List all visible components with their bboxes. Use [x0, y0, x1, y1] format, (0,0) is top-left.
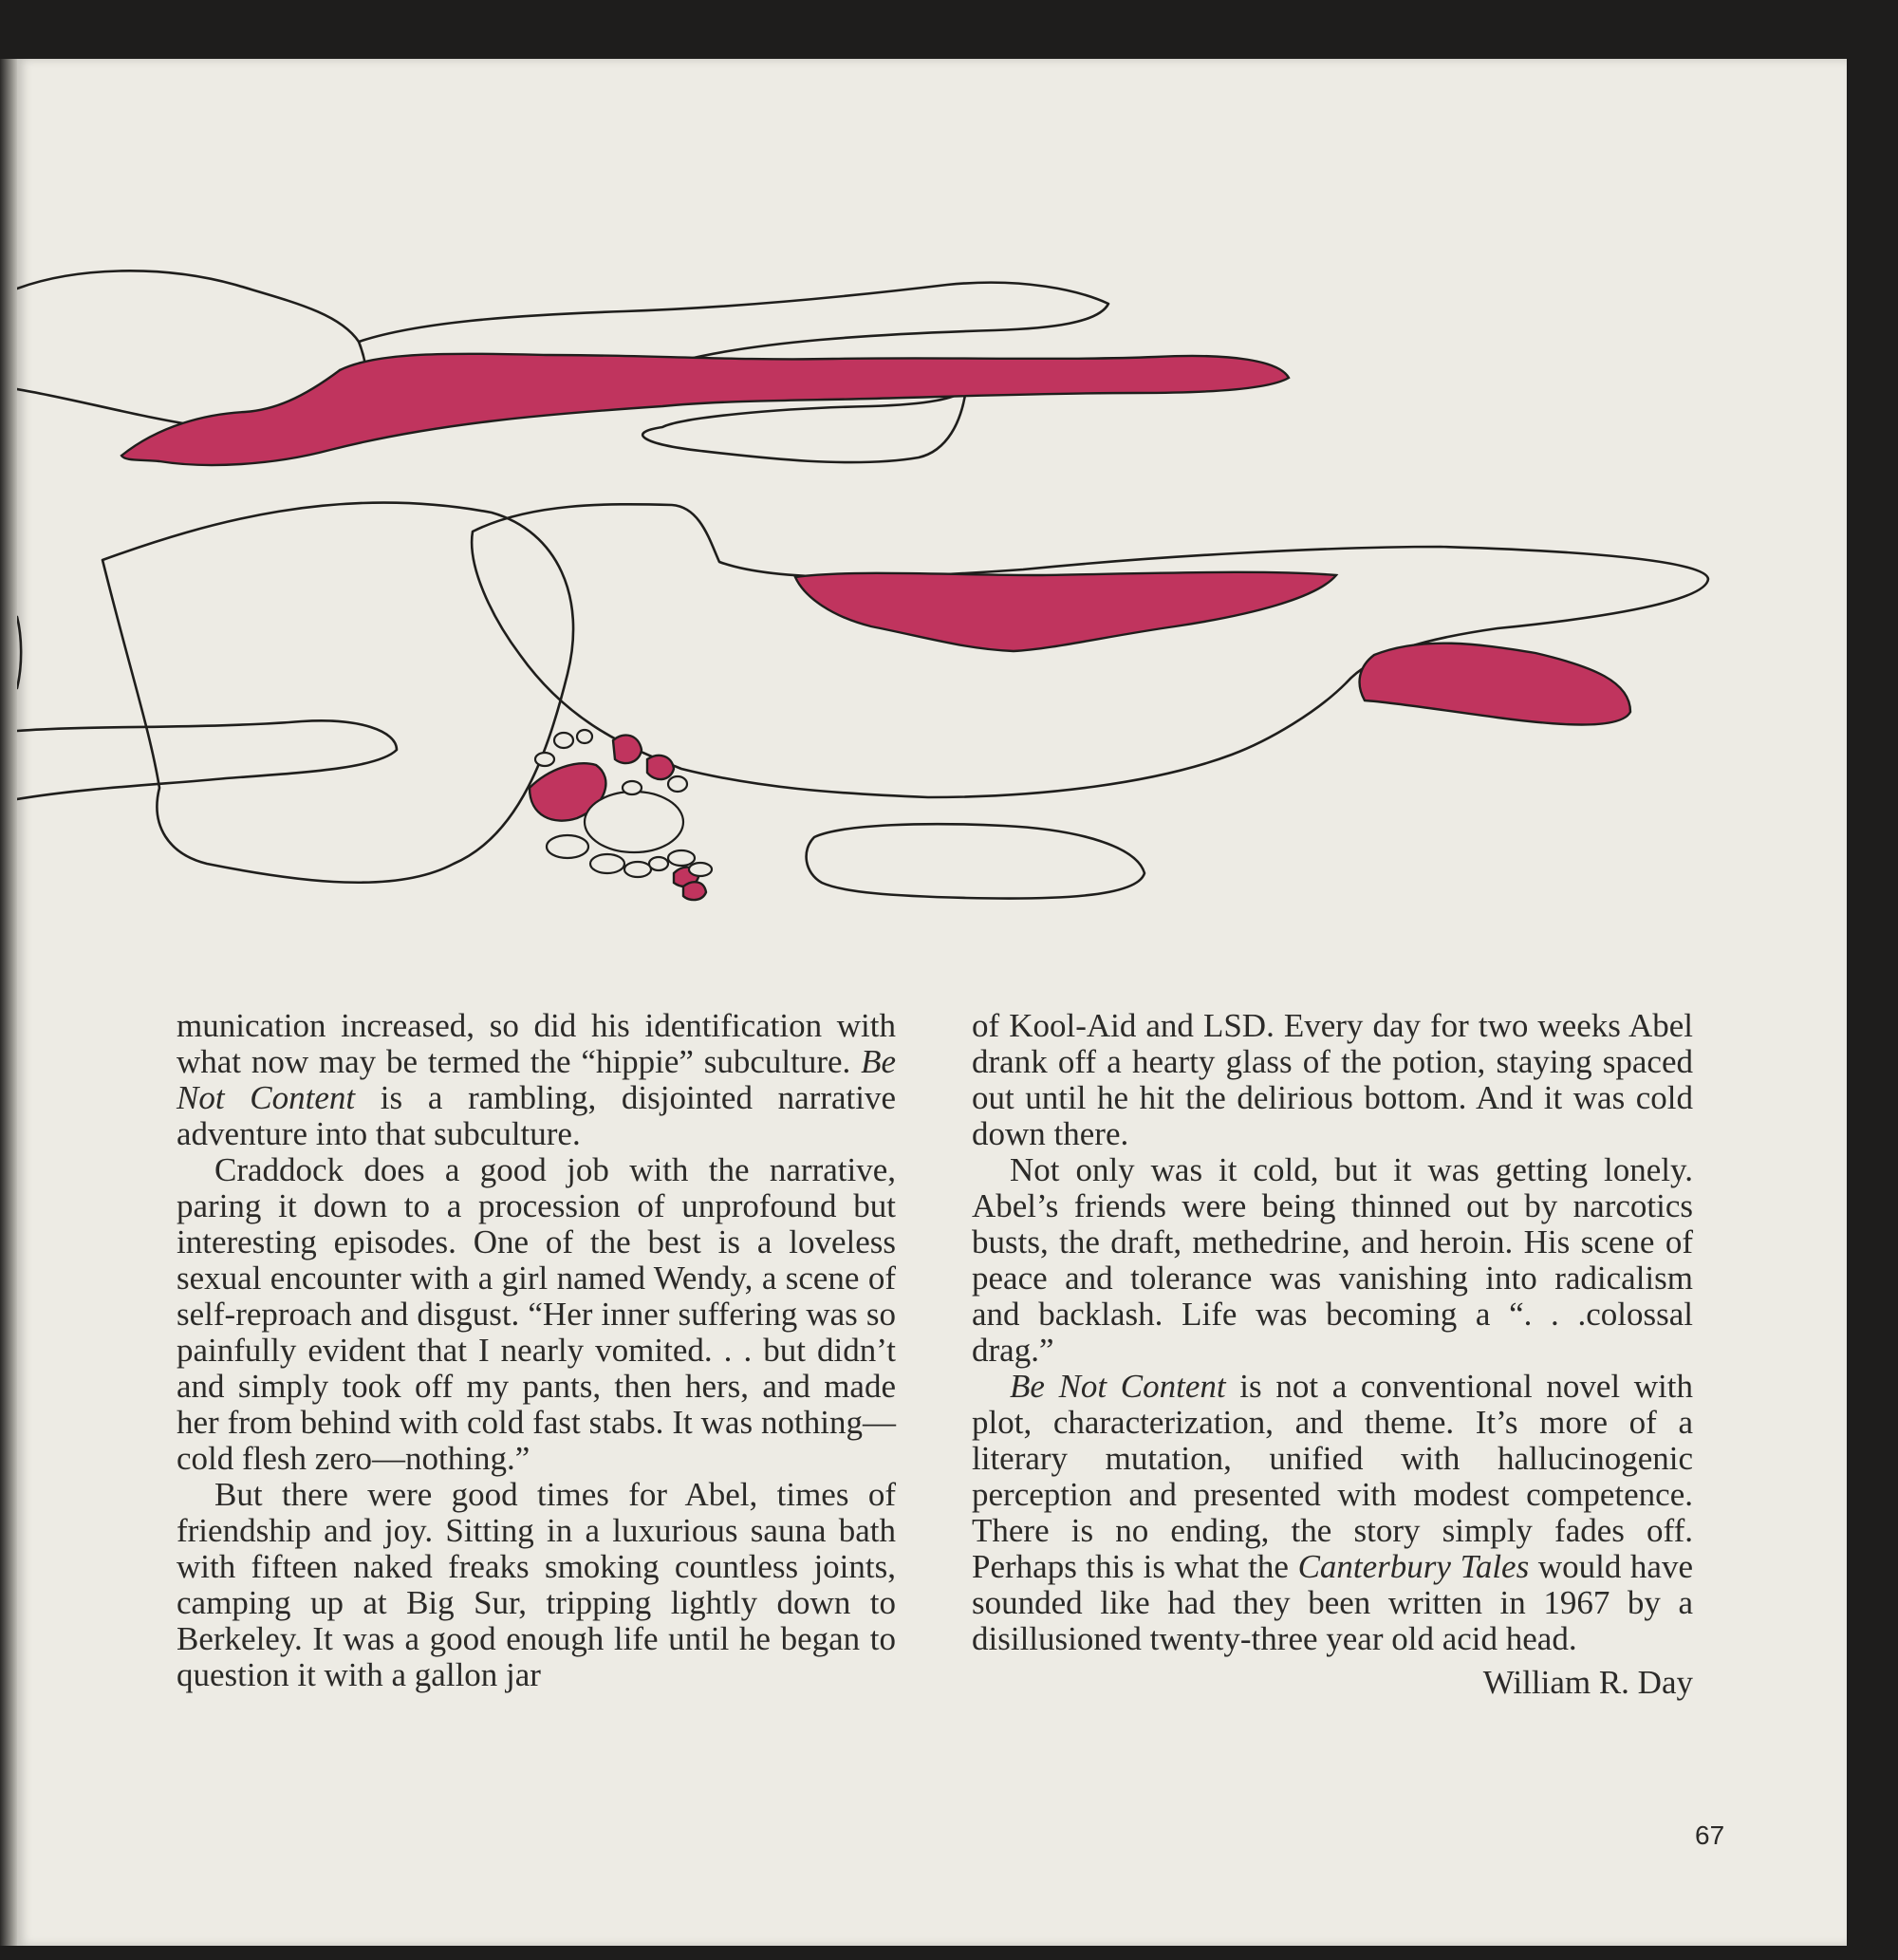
book-title: Be Not Content	[177, 1043, 896, 1116]
right-p3-text-a: is not a conventional novel with plot, characterization, and theme. It’s more of a literary mutation, unified with hallucinogenic perception and presented with modest competence. There is no ending, the story simply fades off. Perhaps this is what the	[972, 1368, 1693, 1585]
book-title: Be Not Content	[1010, 1368, 1226, 1405]
left-p1-text-a: munication increased, so did his identification with what now may be termed the “hippie” subculture.	[177, 1007, 896, 1080]
author-signature: William R. Day	[1482, 1664, 1693, 1701]
left-p1-text-b: is a rambling, disjointed narrative adventure into that subculture.	[177, 1079, 897, 1152]
abstract-line-illustration	[17, 256, 1725, 940]
right-p3-text-b: would have sounded like had they been written in 1967 by a disillusioned twenty-three year old acid head.	[972, 1548, 1693, 1657]
left-paragraph-2: Craddock does a good job with the narrative, paring it down to a procession of unprofound but interesting episodes. One of the best is a loveless sexual encounter with a girl named Wendy, a scene of self-reproach and disgust. “Her inner suffering was so painfully evident that I nearly vomited. . . but didn’t and simply took off my pants, then hers, and made her from behind with cold fast stabs. It was nothing—cold flesh zero—nothing.”	[177, 1151, 896, 1477]
left-paragraph-1	[177, 1008, 896, 1152]
article-right-column	[972, 1008, 1693, 1701]
right-paragraph-1: of Kool-Aid and LSD. Every day for two weeks Abel drank off a hearty glass of the potion, staying spaced out until he hit the delirious bottom. And it was cold down there.	[972, 1007, 1693, 1152]
canterbury-title: Canterbury Tales	[1297, 1548, 1530, 1585]
article-left-column	[177, 1008, 896, 1693]
right-paragraph-3	[972, 1369, 1693, 1657]
page-number: 67	[1695, 1820, 1725, 1850]
left-paragraph-3: But there were good times for Abel, times of friendship and joy. Sitting in a luxurious sauna bath with fifteen naked freaks smoking countless joints, camping up at Big Sur, tripping lightly down to Berkeley. It was a good enough life until he began to question it with a gallon jar	[177, 1476, 896, 1693]
page-edge	[0, 59, 19, 1946]
right-paragraph-2: Not only was it cold, but it was getting lonely. Abel’s friends were being thinned out by narcotics busts, the draft, methedrine, and heroin. His scene of peace and tolerance was vanishing into radicalism and backlash. Life was becoming a “. . .colossal drag.”	[972, 1151, 1693, 1369]
